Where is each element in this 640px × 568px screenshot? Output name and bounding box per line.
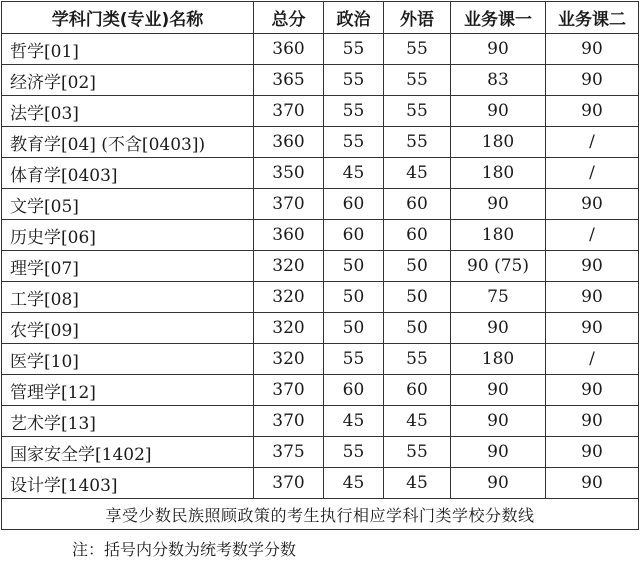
- politics-cell: 45: [324, 158, 384, 189]
- politics-cell: 50: [324, 251, 384, 282]
- header-row: [2, 2, 639, 34]
- subject-two-cell: /: [546, 344, 639, 375]
- total-cell: 360: [254, 220, 324, 251]
- table-row: [2, 65, 639, 96]
- subject-two-cell: 90: [546, 375, 639, 406]
- foreign-language-cell: 55: [384, 127, 451, 158]
- politics-cell: 55: [324, 96, 384, 127]
- table-row: [2, 375, 639, 406]
- foreign-language-cell: 55: [384, 34, 451, 65]
- subject-one-cell: 75: [451, 282, 546, 313]
- foreign-language-cell: 50: [384, 251, 451, 282]
- subject-two-cell: 90: [546, 65, 639, 96]
- category-cell: 国家安全学[1402]: [2, 437, 254, 468]
- table-row: [2, 251, 639, 282]
- politics-cell: 45: [324, 406, 384, 437]
- subject-one-cell: 90: [451, 189, 546, 220]
- total-cell: 320: [254, 251, 324, 282]
- subject-one-cell: 180: [451, 127, 546, 158]
- subject-one-cell: 180: [451, 158, 546, 189]
- foreign-language-cell: 55: [384, 437, 451, 468]
- total-cell: 370: [254, 468, 324, 499]
- subject-one-cell: 180: [451, 220, 546, 251]
- total-cell: 365: [254, 65, 324, 96]
- table-row: [2, 220, 639, 251]
- subject-one-cell: 90 (75): [451, 251, 546, 282]
- table-row: [2, 468, 639, 499]
- subject-two-cell: 90: [546, 282, 639, 313]
- category-cell: 历史学[06]: [2, 220, 254, 251]
- politics-cell: 60: [324, 375, 384, 406]
- politics-cell: 50: [324, 313, 384, 344]
- header-category: 学科门类(专业)名称: [2, 2, 254, 34]
- table-row: [2, 34, 639, 65]
- subject-one-cell: 90: [451, 437, 546, 468]
- subject-one-cell: 90: [451, 468, 546, 499]
- politics-cell: 60: [324, 189, 384, 220]
- total-cell: 320: [254, 282, 324, 313]
- subject-two-cell: 90: [546, 313, 639, 344]
- category-cell: 艺术学[13]: [2, 406, 254, 437]
- total-cell: 360: [254, 34, 324, 65]
- category-cell: 法学[03]: [2, 96, 254, 127]
- total-cell: 360: [254, 127, 324, 158]
- foreign-language-cell: 60: [384, 220, 451, 251]
- foreign-language-cell: 45: [384, 468, 451, 499]
- table-row: [2, 406, 639, 437]
- table-row: [2, 313, 639, 344]
- table-row: [2, 344, 639, 375]
- subject-two-cell: 90: [546, 437, 639, 468]
- category-cell: 农学[09]: [2, 313, 254, 344]
- subject-one-cell: 90: [451, 96, 546, 127]
- table-row: [2, 437, 639, 468]
- subject-two-cell: 90: [546, 406, 639, 437]
- politics-cell: 45: [324, 468, 384, 499]
- header-total: 总分: [254, 2, 324, 34]
- category-cell: 医学[10]: [2, 344, 254, 375]
- category-cell: 理学[07]: [2, 251, 254, 282]
- footnote: 注：括号内分数为统考数学分数: [72, 540, 297, 559]
- table-row: [2, 96, 639, 127]
- politics-cell: 55: [324, 127, 384, 158]
- subject-two-cell: /: [546, 127, 639, 158]
- foreign-language-cell: 50: [384, 282, 451, 313]
- header-subject-one: 业务课一: [451, 2, 546, 34]
- score-table: [1, 1, 639, 530]
- subject-one-cell: 180: [451, 344, 546, 375]
- subject-two-cell: /: [546, 158, 639, 189]
- politics-cell: 55: [324, 34, 384, 65]
- table-row: [2, 158, 639, 189]
- total-cell: 320: [254, 344, 324, 375]
- total-cell: 375: [254, 437, 324, 468]
- table-row: [2, 189, 639, 220]
- foreign-language-cell: 60: [384, 375, 451, 406]
- category-cell: 哲学[01]: [2, 34, 254, 65]
- foreign-language-cell: 55: [384, 96, 451, 127]
- foreign-language-cell: 45: [384, 406, 451, 437]
- foreign-language-cell: 55: [384, 65, 451, 96]
- footer-row: [2, 499, 639, 530]
- politics-cell: 60: [324, 220, 384, 251]
- total-cell: 370: [254, 406, 324, 437]
- foreign-language-cell: 55: [384, 344, 451, 375]
- politics-cell: 55: [324, 437, 384, 468]
- table-body: [2, 34, 639, 499]
- subject-two-cell: 90: [546, 468, 639, 499]
- header-foreign-language: 外语: [384, 2, 451, 34]
- minority-policy-note: 享受少数民族照顾政策的考生执行相应学科门类学校分数线: [2, 499, 639, 530]
- category-cell: 工学[08]: [2, 282, 254, 313]
- category-cell: 教育学[04] (不含[0403]): [2, 127, 254, 158]
- subject-two-cell: 90: [546, 189, 639, 220]
- subject-two-cell: 90: [546, 251, 639, 282]
- category-cell: 管理学[12]: [2, 375, 254, 406]
- foreign-language-cell: 60: [384, 189, 451, 220]
- politics-cell: 55: [324, 344, 384, 375]
- subject-one-cell: 90: [451, 375, 546, 406]
- table-row: [2, 282, 639, 313]
- subject-two-cell: 90: [546, 34, 639, 65]
- subject-two-cell: /: [546, 220, 639, 251]
- subject-one-cell: 90: [451, 406, 546, 437]
- total-cell: 370: [254, 375, 324, 406]
- total-cell: 350: [254, 158, 324, 189]
- category-cell: 经济学[02]: [2, 65, 254, 96]
- politics-cell: 55: [324, 65, 384, 96]
- total-cell: 370: [254, 189, 324, 220]
- subject-one-cell: 90: [451, 34, 546, 65]
- header-subject-two: 业务课二: [546, 2, 639, 34]
- category-cell: 文学[05]: [2, 189, 254, 220]
- total-cell: 320: [254, 313, 324, 344]
- total-cell: 370: [254, 96, 324, 127]
- politics-cell: 50: [324, 282, 384, 313]
- subject-one-cell: 83: [451, 65, 546, 96]
- foreign-language-cell: 50: [384, 313, 451, 344]
- subject-one-cell: 90: [451, 313, 546, 344]
- category-cell: 体育学[0403]: [2, 158, 254, 189]
- foreign-language-cell: 45: [384, 158, 451, 189]
- table-row: [2, 127, 639, 158]
- header-politics: 政治: [324, 2, 384, 34]
- subject-two-cell: 90: [546, 96, 639, 127]
- category-cell: 设计学[1403]: [2, 468, 254, 499]
